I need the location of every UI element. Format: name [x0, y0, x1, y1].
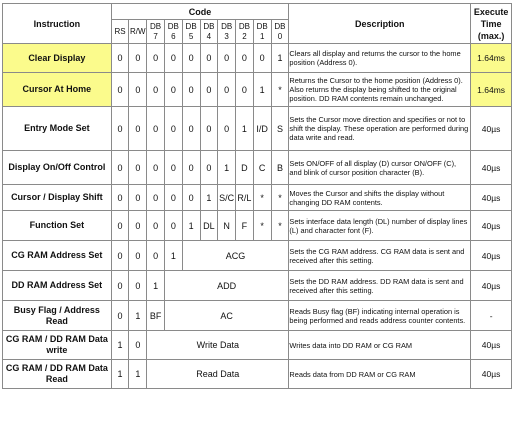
code-bit-cell: 0 [253, 44, 271, 73]
instruction-table [2, 3, 512, 389]
code-bit-cell: 0 [129, 44, 147, 73]
code-bit-cell: 0 [218, 73, 236, 107]
instruction-row [3, 151, 512, 185]
code-bit-cell: 0 [218, 107, 236, 151]
instruction-description: Sets the CG RAM address. CG RAM data is sent and received after this setting. [289, 241, 471, 271]
code-bit-cell: 0 [182, 185, 200, 211]
bit-column-name: DB [150, 21, 162, 31]
code-bit-cell: 0 [111, 241, 129, 271]
instruction-row [3, 44, 512, 73]
instruction-name: Function Set [3, 211, 112, 241]
code-bit-cell: 1 [164, 241, 182, 271]
code-bit-cell: 0 [147, 44, 165, 73]
code-bit-cell: 1 [218, 151, 236, 185]
execute-time-value: - [471, 301, 512, 331]
code-bit-cell: * [271, 185, 289, 211]
code-bit-cell: 0 [164, 151, 182, 185]
code-bit-cell: N [218, 211, 236, 241]
code-bit-cell: 0 [164, 211, 182, 241]
code-header: Code [111, 4, 289, 20]
execute-time-value: 40µs [471, 241, 512, 271]
bit-column-name: DB [221, 21, 233, 31]
instruction-name: DD RAM Address Set [3, 271, 112, 301]
instruction-name: CG RAM / DD RAM Data write [3, 331, 112, 360]
execute-time-line-2: Time [480, 18, 502, 29]
bit-column-name: DB [256, 21, 268, 31]
code-bit-cell: 1 [200, 185, 218, 211]
instruction-row [3, 271, 512, 301]
instruction-row [3, 185, 512, 211]
bit-column-index: 0 [277, 31, 283, 41]
instruction-description: Sets interface data length (DL) number of display lines (L) and character font (F). [289, 211, 471, 241]
code-bit-cell: 0 [147, 185, 165, 211]
instruction-row [3, 331, 512, 360]
code-field-cell: AC [164, 301, 288, 331]
code-bit-cell: 0 [111, 44, 129, 73]
code-bit-cell: 0 [147, 211, 165, 241]
code-bit-cell: 1 [236, 107, 254, 151]
bit-column-name: DB [203, 21, 215, 31]
code-bit-cell: S [271, 107, 289, 151]
code-bit-cell: 0 [147, 107, 165, 151]
code-field-cell: ADD [164, 271, 288, 301]
execute-time-line-1: Execute [473, 6, 509, 17]
code-bit-cell: 0 [129, 107, 147, 151]
code-bit-cell: BF [147, 301, 165, 331]
instruction-description: Reads data from DD RAM or CG RAM [289, 360, 471, 389]
code-bit-cell: 0 [200, 73, 218, 107]
code-bit-cell: 0 [129, 151, 147, 185]
bit-column-header [111, 20, 129, 44]
bit-column-index: 2 [242, 31, 247, 41]
description-header: Description [289, 4, 471, 44]
code-bit-cell: 0 [236, 44, 254, 73]
instruction-row [3, 107, 512, 151]
code-bit-cell: 0 [111, 271, 129, 301]
bit-column-header [200, 20, 218, 44]
instruction-description: Moves the Cursor and shifts the display without changing DD RAM contents. [289, 185, 471, 211]
instruction-row [3, 360, 512, 389]
code-bit-cell: 0 [164, 185, 182, 211]
instruction-name: Busy Flag / Address Read [3, 301, 112, 331]
code-bit-cell: 0 [111, 211, 129, 241]
code-bit-cell: 0 [129, 331, 147, 360]
instruction-name: Cursor At Home [3, 73, 112, 107]
instruction-row [3, 211, 512, 241]
code-bit-cell: 1 [129, 301, 147, 331]
instruction-row [3, 73, 512, 107]
execute-time-value: 1.64ms [471, 44, 512, 73]
execute-time-value: 40µs [471, 211, 512, 241]
bit-column-index: 1 [259, 31, 265, 41]
bit-column-header [182, 20, 200, 44]
code-field-cell: Write Data [147, 331, 289, 360]
bit-column-index: 5 [188, 31, 194, 41]
instruction-description: Sets ON/OFF of all display (D) cursor ON/OFF (C), and blink of cursor position character (B). [289, 151, 471, 185]
bit-column-index: 7 [153, 31, 158, 41]
code-bit-cell: 0 [111, 73, 129, 107]
code-bit-cell: 1 [111, 331, 129, 360]
execute-time-line-3: (max.) [477, 30, 505, 41]
bit-column-header [253, 20, 271, 44]
execute-time-value: 40µs [471, 185, 512, 211]
code-bit-cell: * [253, 185, 271, 211]
code-bit-cell: 1 [111, 360, 129, 389]
bit-column-name: DB [167, 21, 179, 31]
code-bit-cell: 0 [182, 44, 200, 73]
code-bit-cell: 0 [200, 107, 218, 151]
bit-column-name: DB [238, 21, 250, 31]
code-bit-cell: S/C [218, 185, 236, 211]
bit-column-index: 4 [206, 31, 212, 41]
instruction-description: Clears all display and returns the cursor to the home position (Address 0). [289, 44, 471, 73]
code-bit-cell: 1 [271, 44, 289, 73]
code-bit-cell: 0 [111, 151, 129, 185]
instruction-row [3, 241, 512, 271]
bit-column-header [271, 20, 289, 44]
code-bit-cell: 1 [129, 360, 147, 389]
instruction-name: CG RAM Address Set [3, 241, 112, 271]
code-bit-cell: 0 [236, 73, 254, 107]
code-bit-cell: F [236, 211, 254, 241]
code-bit-cell: 0 [147, 241, 165, 271]
code-bit-cell: * [271, 73, 289, 107]
bit-column-index: 3 [224, 31, 229, 41]
execute-time-value: 40µs [471, 107, 512, 151]
instruction-description: Reads Busy flag (BF) indicating internal operation is being performed and reads address counter contents. [289, 301, 471, 331]
bit-column-index: 6 [171, 31, 176, 41]
code-bit-cell: D [236, 151, 254, 185]
code-field-cell: ACG [182, 241, 289, 271]
bit-column-header [164, 20, 182, 44]
code-bit-cell: 0 [129, 271, 147, 301]
code-bit-cell: 0 [182, 107, 200, 151]
execute-time-value: 1.64ms [471, 73, 512, 107]
bit-column-name: R/W [130, 26, 146, 36]
execute-time-value: 40µs [471, 151, 512, 185]
bit-column-header [147, 20, 165, 44]
code-bit-cell: 0 [147, 73, 165, 107]
code-bit-cell: 1 [253, 73, 271, 107]
code-bit-cell: 0 [129, 211, 147, 241]
instruction-header: Instruction [3, 4, 112, 44]
code-bit-cell: 0 [200, 44, 218, 73]
code-bit-cell: 0 [129, 185, 147, 211]
code-bit-cell: 0 [164, 107, 182, 151]
code-bit-cell: 0 [182, 151, 200, 185]
execute-time-value: 40µs [471, 360, 512, 389]
instruction-name: Display On/Off Control [3, 151, 112, 185]
bit-column-header [218, 20, 236, 44]
code-bit-cell: 0 [111, 301, 129, 331]
code-bit-cell: 0 [111, 185, 129, 211]
bit-column-header [129, 20, 147, 44]
instruction-description: Returns the Cursor to the home position (Address 0). Also returns the display being shifted to the original position. DD RAM contents remain unchanged. [289, 73, 471, 107]
bit-column-name: DB [274, 21, 286, 31]
execute-time-value: 40µs [471, 331, 512, 360]
bit-column-header [236, 20, 254, 44]
code-bit-cell: * [271, 211, 289, 241]
instruction-name: Cursor / Display Shift [3, 185, 112, 211]
instruction-row [3, 301, 512, 331]
code-bit-cell: DL [200, 211, 218, 241]
instruction-name: Clear Display [3, 44, 112, 73]
instruction-description: Sets the DD RAM address. DD RAM data is sent and received after this setting. [289, 271, 471, 301]
code-bit-cell: 0 [164, 73, 182, 107]
instruction-description: Sets the Cursor move direction and specifies or not to shift the display. These operation are performed during data write and read. [289, 107, 471, 151]
code-bit-cell: 1 [147, 271, 165, 301]
instruction-description: Writes data into DD RAM or CG RAM [289, 331, 471, 360]
code-bit-cell: R/L [236, 185, 254, 211]
code-bit-cell: 0 [147, 151, 165, 185]
code-bit-cell: 0 [164, 44, 182, 73]
code-bit-cell: I/D [253, 107, 271, 151]
code-field-cell: Read Data [147, 360, 289, 389]
instruction-name: CG RAM / DD RAM Data Read [3, 360, 112, 389]
bit-column-name: RS [114, 26, 126, 36]
code-bit-cell: 0 [200, 151, 218, 185]
code-bit-cell: C [253, 151, 271, 185]
execute-time-header [471, 4, 512, 44]
code-bit-cell: 0 [182, 73, 200, 107]
code-bit-cell: * [253, 211, 271, 241]
code-bit-cell: 1 [182, 211, 200, 241]
code-bit-cell: 0 [111, 107, 129, 151]
code-bit-cell: 0 [129, 73, 147, 107]
code-bit-cell: 0 [218, 44, 236, 73]
execute-time-value: 40µs [471, 271, 512, 301]
instruction-name: Entry Mode Set [3, 107, 112, 151]
code-bit-cell: 0 [129, 241, 147, 271]
code-bit-cell: B [271, 151, 289, 185]
bit-column-name: DB [185, 21, 197, 31]
